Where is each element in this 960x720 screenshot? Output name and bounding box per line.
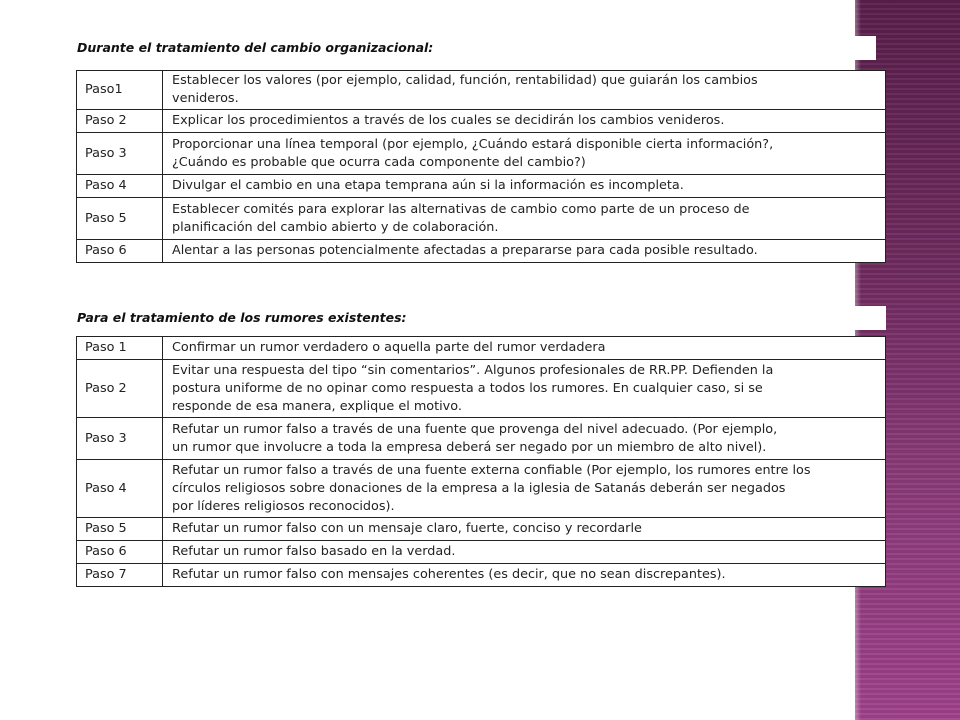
- step-description: [163, 518, 886, 541]
- description-line: Proporcionar una línea temporal (por ejemplo, ¿Cuándo estará disponible cierta información?,: [172, 136, 774, 152]
- table-row: [77, 110, 886, 133]
- step-description: [163, 337, 886, 360]
- table-row: [77, 175, 886, 198]
- description-line: Refutar un rumor falso a través de una fuente que provenga del nivel adecuado. (Por ejemplo,: [172, 421, 778, 437]
- description-line: un rumor que involucre a toda la empresa deberá ser negado por un miembro de alto nivel).: [172, 439, 767, 455]
- step-label: Paso 5: [77, 518, 163, 541]
- table-row: [77, 518, 886, 541]
- description-line: ¿Cuándo es probable que ocurra cada componente del cambio?): [172, 154, 586, 170]
- description-line: Refutar un rumor falso basado en la verdad.: [172, 544, 456, 559]
- step-description: [163, 564, 886, 587]
- table-row: [77, 360, 886, 418]
- step-label: Paso 7: [77, 564, 163, 587]
- step-label: Paso 1: [77, 337, 163, 360]
- description-line: Alentar a las personas potencialmente afectadas a prepararse para cada posible resultado.: [172, 243, 758, 258]
- table-row: [77, 418, 886, 460]
- step-description: [163, 460, 886, 518]
- description-line: Establecer comités para explorar las alternativas de cambio como parte de un proceso de: [172, 201, 750, 217]
- step-description: [163, 360, 886, 418]
- table-row: [77, 240, 886, 263]
- step-label: Paso 4: [77, 460, 163, 518]
- description-line: por líderes religiosos reconocidos).: [172, 498, 395, 514]
- description-line: responde de esa manera, explique el motivo.: [172, 398, 462, 414]
- table-row: [77, 541, 886, 564]
- description-line: Refutar un rumor falso con mensajes coherentes (es decir, que no sean discrepantes).: [172, 567, 726, 582]
- section-title-rumors: Para el tratamiento de los rumores existentes:: [77, 310, 407, 325]
- description-line: Establecer los valores (por ejemplo, calidad, función, rentabilidad) que guiarán los cambios: [172, 73, 758, 88]
- description-line: Evitar una respuesta del tipo “sin comentarios”. Algunos profesionales de RR.PP. Defienden la: [172, 362, 774, 378]
- description-line: Refutar un rumor falso con un mensaje claro, fuerte, conciso y recordarle: [172, 521, 642, 536]
- table-rumors: [76, 336, 886, 587]
- table-row: [77, 198, 886, 240]
- table-organizational-change: [76, 70, 886, 263]
- step-description: [163, 198, 886, 240]
- step-description: [163, 71, 886, 110]
- step-description: [163, 110, 886, 133]
- step-description: [163, 418, 886, 460]
- step-label: Paso 6: [77, 240, 163, 263]
- section-title-organizational: Durante el tratamiento del cambio organizacional:: [77, 40, 434, 55]
- table-row: [77, 71, 886, 110]
- step-description: [163, 133, 886, 175]
- description-line: Refutar un rumor falso a través de una fuente externa confiable (Por ejemplo, los rumores entre los: [172, 462, 811, 478]
- step-label: Paso 2: [77, 110, 163, 133]
- description-line: círculos religiosos sobre donaciones de la empresa a la iglesia de Satanás deberán ser negados: [172, 480, 786, 496]
- description-line: Explicar los procedimientos a través de los cuales se decidirán los cambios venideros.: [172, 113, 725, 128]
- description-line: Confirmar un rumor verdadero o aquella parte del rumor verdadera: [172, 340, 606, 355]
- step-label: Paso1: [77, 71, 163, 110]
- step-description: [163, 541, 886, 564]
- table-row: [77, 337, 886, 360]
- table-row: [77, 460, 886, 518]
- step-label: Paso 6: [77, 541, 163, 564]
- description-line: planificación del cambio abierto y de colaboración.: [172, 219, 499, 235]
- step-label: Paso 2: [77, 360, 163, 418]
- step-description: [163, 175, 886, 198]
- description-line: postura uniforme de no opinar como respuesta a todos los rumores. En cualquier caso, si se: [172, 380, 763, 396]
- step-label: Paso 5: [77, 198, 163, 240]
- step-label: Paso 4: [77, 175, 163, 198]
- description-line: Divulgar el cambio en una etapa temprana aún si la información es incompleta.: [172, 178, 684, 193]
- description-line: venideros.: [172, 91, 239, 106]
- table-row: [77, 133, 886, 175]
- step-label: Paso 3: [77, 133, 163, 175]
- step-description: [163, 240, 886, 263]
- table-row: [77, 564, 886, 587]
- step-label: Paso 3: [77, 418, 163, 460]
